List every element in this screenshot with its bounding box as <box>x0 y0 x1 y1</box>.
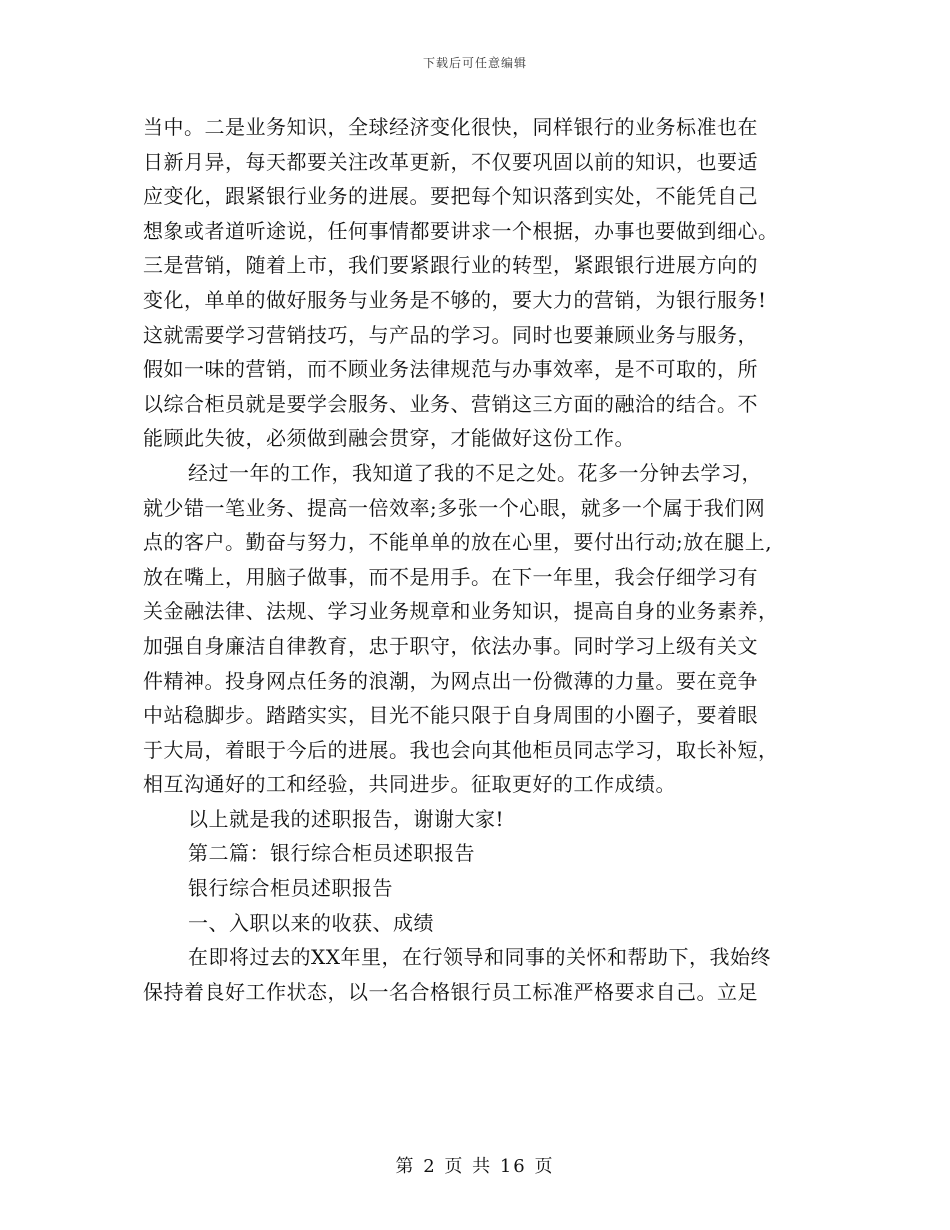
page-footer: 第 2 页 共 16 页 <box>395 1156 555 1177</box>
header-note: 下载后可任意编辑 <box>422 56 527 70</box>
text-line: 当中。二是业务知识，全球经济变化很快，同样银行的业务标准也在 <box>143 115 758 139</box>
text-line: 件精神。投身网点任务的浪潮，为网点出一份微薄的力量。要在竞争 <box>143 668 758 693</box>
text-line: 保持着良好工作状态，以一名合格银行员工标准严格要求自己。立足 <box>143 979 758 1004</box>
text-line: 放在嘴上，用脑子做事，而不是用手。在下一年里，我会仔细学习有 <box>143 564 758 589</box>
text-line: 三是营销，随着上市，我们要紧跟行业的转型，紧跟银行进展方向的 <box>143 253 758 278</box>
text-line: 就少错一笔业务、提高一倍效率;多张一个心眼，就多一个属于我们网 <box>143 495 766 520</box>
text-line: 点的客户。勤奋与努力，不能单单的放在心里，要付出行动;放在腿上, <box>143 530 773 555</box>
text-line: 以上就是我的述职报告，谢谢大家! <box>188 806 505 831</box>
text-line: 加强自身廉洁自律教育，忠于职守，依法办事。同时学习上级有关文 <box>143 633 758 658</box>
text-line: 一、入职以来的收获、成绩 <box>188 910 434 935</box>
text-line: 日新月异，每天都要关注改革更新，不仅要巩固以前的知识，也要适 <box>143 149 758 174</box>
document-body <box>143 110 823 1009</box>
text-line: 这就需要学习营销技巧，与产品的学习。同时也要兼顾业务与服务， <box>143 322 758 347</box>
text-line: 于大局，着眼于今后的进展。我也会向其他柜员同志学习，取长补短， <box>143 737 779 762</box>
text-line: 经过一年的工作，我知道了我的不足之处。花多一分钟去学习， <box>188 460 762 485</box>
text-line: 想象或者道听途说，任何事情都要讲求一个根据，办事也要做到细心。 <box>143 218 779 243</box>
text-line: 中站稳脚步。踏踏实实，目光不能只限于自身周围的小圈子，要着眼 <box>143 703 758 728</box>
text-line: 应变化，跟紧银行业务的进展。要把每个知识落到实处，不能凭自己 <box>143 184 758 209</box>
text-line: 在即将过去的XX年里，在行领导和同事的关怀和帮助下，我始终 <box>188 945 771 970</box>
text-line: 以综合柜员就是要学会服务、业务、营销这三方面的融洽的结合。不 <box>143 391 758 416</box>
text-line: 相互沟通好的工和经验，共同进步。征取更好的工作成绩。 <box>143 772 676 797</box>
text-line: 变化，单单的做好服务与业务是不够的，要大力的营销，为银行服务! <box>143 287 767 312</box>
text-line: 关金融法律、法规、学习业务规章和业务知识，提高自身的业务素养， <box>143 599 779 624</box>
text-line: 银行综合柜员述职报告 <box>188 876 393 901</box>
text-line: 第二篇：银行综合柜员述职报告 <box>188 841 475 866</box>
text-line: 假如一味的营销，而不顾业务法律规范与办事效率，是不可取的，所 <box>143 357 758 382</box>
text-line: 能顾此失彼，必须做到融会贯穿，才能做好这份工作。 <box>143 426 635 451</box>
